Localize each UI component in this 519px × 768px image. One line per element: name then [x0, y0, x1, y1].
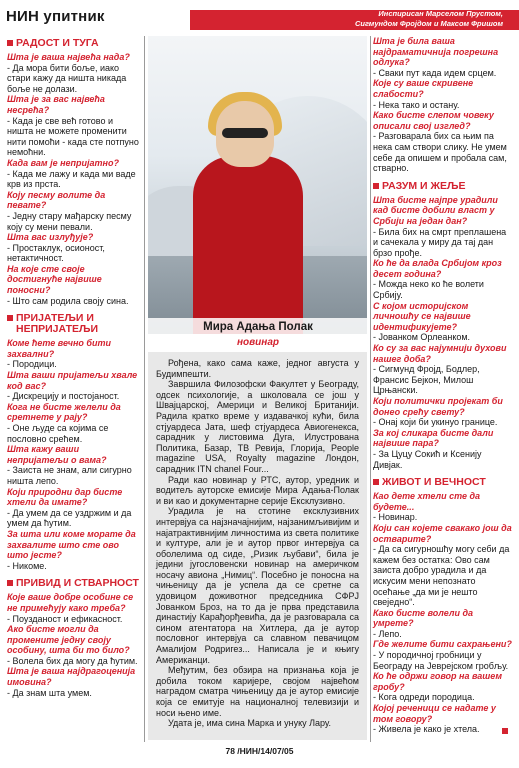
section-title-text: ЖИВОТ И ВЕЧНОСТ [382, 476, 486, 489]
answer: - Дискрецију и постојаност. [7, 391, 120, 402]
question: Коме ћете вечно бити захвални? [7, 338, 111, 359]
brand-title: НИН упитник [6, 8, 105, 25]
answer: - Да мора бити боље, иако стари кажу да ништа никада боље не долази. [7, 62, 127, 94]
answer: - Породици. [7, 359, 57, 370]
answer: - Можда неко ко ће волети Србију. [373, 279, 484, 301]
question: Шта бисте најпре урадили кад бисте добили власт у Србији на један дан? [373, 194, 498, 226]
credit-line-1: Инспирисан Марселом Прустом, [378, 9, 503, 18]
question: Када вам је непријатно? [7, 157, 119, 168]
section-title-text: РАЗУМ И ЖЕЉЕ [382, 179, 466, 192]
question: За кој сликара бисте дали највише пара? [373, 427, 494, 449]
section-title-text: РАДОСТ И ТУГА [16, 37, 99, 49]
answer: - Да умем да се уздржим и да умем да ћутим. [7, 507, 132, 529]
left-column [7, 36, 141, 698]
question: Где желите бити сахрањени? [373, 639, 512, 650]
header [0, 0, 519, 30]
section-title [373, 477, 513, 488]
question: Којој реченици се надате у том говору? [373, 703, 496, 724]
caption-job: новинар [236, 337, 279, 348]
answer: - Онај који би укинуо границе. [373, 417, 498, 428]
answer: - Оне људе са којима се пословно срећем. [7, 423, 109, 444]
question: Шта је ваша највећа нада? [7, 52, 130, 62]
question: Ко ће одржи говор на вашем гробу? [373, 671, 502, 692]
question: Како бисте волели да умрете? [373, 607, 474, 629]
bio-paragraph: Удата је, има сина Марка и унуку Лару. [168, 718, 332, 729]
answer: - Лепо. [373, 628, 402, 639]
question: Шта вас излуђује? [7, 232, 94, 243]
answer: - Јованком Орлеанком. [373, 332, 471, 343]
answer: - Заиста не знам, али сигурно ништа лепо. [7, 465, 132, 486]
answer: - Када ме лажу и када ми ваде крв из прста. [7, 168, 136, 190]
photo-sunglasses [222, 128, 268, 138]
right-column [373, 36, 513, 735]
question: Кога не бисте желели да сретнете у рају? [7, 401, 121, 423]
question: Који сан којете свакако још да остварите? [373, 522, 512, 544]
question: Које ваше добре особине се не примећују како треба? [7, 592, 134, 613]
question: Који политички пројекат би донео срећу свету? [373, 396, 503, 417]
end-mark [502, 728, 508, 734]
question: Шта је за вас највећа несрећа? [7, 94, 105, 115]
column-divider-right [370, 36, 371, 742]
bio-paragraph: Рођена, како сама каже, једног августа у Будимпешти. [156, 358, 359, 379]
question: С којом историјском личношћу се највише идентификујете? [373, 300, 471, 332]
answer: - Волела бих да могу да ћутим. [7, 655, 138, 666]
question: Шта ваши пријатељи хвале код вас? [7, 370, 138, 391]
column-divider-left [144, 36, 145, 742]
page-footer: 78 /НИН/14/07/05 [225, 746, 294, 756]
credit-line [323, 9, 503, 28]
answer: - У породичној гробници у Београду на Јеврејском гробљу. [373, 650, 509, 671]
caption-name: Мира Адања Полак [148, 318, 368, 336]
bio-paragraph: Завршила Филозофски Факултет у Београду, одсек психологије, а школовала се још у Швајцарској, Америци и Великој Британији. Радила кратко време у издавачкој кући, била стјуардеса Јата, шеф стјуардеса Авиогенекса, сарадник у листовима Дуга, Илустрована Политика, Базар, ТВ Ревија, Глорија, People magazine USA, Royalty magazine Лондон, сарадник ITN chanel Four... [156, 379, 359, 474]
question: За шта или коме морате да захвалите што сте ово што јесте? [7, 528, 136, 561]
portrait-photo [148, 36, 367, 334]
question: Ко су за вас најумнији духови нашег доба? [373, 343, 507, 364]
bio-paragraph: Ради као новинар у РТС, аутор, уредник и водитељ ауторске емисије Мира Адања-Полак и ви као и документарне серије Ексклузивно. [156, 474, 359, 506]
question: Као дете хтели сте да будете... [373, 491, 481, 512]
section-square-icon [373, 183, 379, 189]
section-square-icon [7, 315, 13, 321]
bio-paragraph: Урадила је на стотине ексклузивних интервјуа са најзначајнијим, најзанимљивијим и најатрактивнијим личностима из света политике и културе, али је и аутор првог интервјуа са оболелима од сиде, „Ризик љубави“, била је једини југословенски новинар на америчком носачу авиона „Нимиц“. Посебно је поносна на чињеницу да је успела да се сретне са удовицом доживотног председника СФРЈ Јованком Броз, на то да је прва представила династију Карађорђевића, да је разговарала са сином атентатора на Хитлера, да је аутор пословног интервјуа са славном певачицом Амалијом Родригез... Написала је и књигу Американци. [156, 506, 359, 665]
answer: - Живела је како је хтела. [373, 724, 480, 735]
answer: - Када је све већ готово и ништа не можете променити нити помоћи - када сте потпуно немоћни. [7, 115, 139, 158]
answer: - За Цуцу Сокић и Ксенију Дивјак. [373, 448, 482, 470]
question: Шта је ваша најдрагоценија имовина? [7, 666, 136, 688]
credit-line-2: Сигмундом Фројдом и Максом Фришом [354, 18, 503, 28]
section-square-icon [7, 40, 13, 46]
answer: - Да са сигурношћу могу себи да кажем без остатка: Ово сам заиста добро урадила и да искусим мени непознато осећање „да ми је нешто свеједно“. [373, 544, 510, 608]
answer: - Никоме. [7, 560, 47, 571]
answer: - Једну стару мађарску песму коју су мени певали. [7, 210, 132, 232]
question: Шта је била ваша најдраматичнија погрешна одлука? [373, 36, 499, 68]
answer: - Разговарала бих са њим па нека сам створи слику. Не умем себе да опишем и пробала сам, стварно. [373, 131, 507, 174]
answer: - Поузданост и ефикасност. [7, 613, 123, 624]
section-title [373, 181, 513, 192]
section-title-text: ПРИВИД И СТВАРНОСТ [16, 577, 139, 590]
section-title [7, 578, 141, 589]
question: На које сте своје достигнуће највише поносни? [7, 263, 102, 296]
answer: - Сигмунд Фројд, Бодлер, Франсис Бејкон, Милош Црњански. [373, 364, 480, 396]
section-title [7, 38, 141, 49]
section-title [7, 313, 141, 335]
section-square-icon [373, 479, 379, 485]
section-square-icon [7, 580, 13, 586]
answer: - Новинар. [373, 512, 418, 523]
question: Коју песму волите да певате? [7, 189, 106, 211]
answer: - Нека тако и остану. [373, 99, 460, 110]
bio-box [148, 352, 367, 740]
bio-text [156, 358, 359, 729]
photo-red-coat [193, 156, 303, 334]
bio-paragraph: Међутим, без обзира на признања која је добила током каријере, својом највећом наградом сматра чињеницу да је аутор емисије која се емитује на националној телевизији и носи њено име. [156, 665, 359, 718]
answer: - Што сам родила своју сина. [7, 295, 129, 306]
answer: - Да знам шта умем. [7, 687, 92, 698]
question: Ко ће да влада Србијом кроз десет година? [373, 258, 502, 279]
question: Ако бисте могли да промените једну своју особину, шта би то било? [7, 624, 130, 656]
question: Шта кажу ваши непријатељи о вама? [7, 444, 107, 465]
section-title-text: ПРИЈАТЕЉИ И НЕПРИЈАТЕЉИ [16, 312, 99, 336]
question: Које су ваше скривене слабости? [373, 78, 474, 99]
answer: - Била бих на смрт преплашена и сачекала у миру да тај дан брзо прође. [373, 226, 507, 258]
answer: - Кога одреди породица. [373, 692, 475, 703]
question: Који природни дар бисте хтели да имате? [7, 486, 123, 508]
answer: - Простаклук, осионост, нетактичност. [7, 242, 105, 264]
answer: - Сваки пут када идем срцем. [373, 67, 497, 78]
question: Како бисте слепом човеку описали свој изглед? [373, 110, 494, 131]
